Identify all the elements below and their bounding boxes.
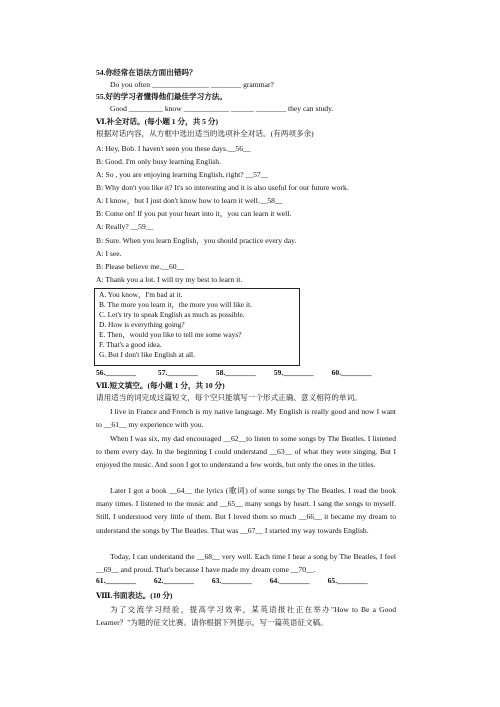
option-d: D. How is everything going?	[99, 320, 185, 329]
options-box	[94, 288, 300, 366]
section-8-title: Ⅷ.书面表达。(10 分)	[96, 591, 173, 600]
answer-blank[interactable]: 61.________	[96, 576, 136, 585]
option-f: F. That's a good idea.	[99, 340, 162, 349]
answer-row-56-60	[96, 368, 388, 377]
answer-blank[interactable]: 64.________	[269, 576, 310, 585]
passage-paragraph: Later I got a book __64__ the lyrics (歌词) of some songs by The Beatles. I read the book many times. I listened to the music and __65__ many songs by heart. I sang the songs to myself. Still, I understood very little of them. But I loved them so much __66__ it became my dream to understand the songs by The Beatles. That was __67__ I started my way towards English.	[96, 486, 396, 535]
dialogue-line: B: Come on! If you put your heart into it，you can learn it well.	[96, 209, 292, 218]
answer-blank[interactable]: 58.________	[215, 368, 256, 377]
dialogue-line: B: Sure. When you learn English，you should practice every day.	[96, 236, 297, 245]
option-c: C. Let's try to speak English as much as possible.	[99, 310, 245, 319]
q55-prompt: 55.好的学习者懂得他们最佳学习方法。	[96, 92, 227, 101]
dialogue-line: B: Good. I'm only busy learning English.	[96, 157, 221, 166]
answer-blank[interactable]: 56.________	[96, 368, 136, 377]
option-g: G. But I don't like English at all.	[99, 350, 195, 359]
answer-blank[interactable]: 60.________	[331, 368, 372, 377]
answer-blank[interactable]: 59.________	[273, 368, 314, 377]
section-6-title: Ⅵ.补全对话。(每小题 1 分，共 5 分)	[96, 117, 218, 126]
dialogue-line: B: Please believe me.__60__	[96, 262, 185, 271]
option-b: B. The more you learn it，the more you will like it.	[99, 300, 252, 309]
answer-blank[interactable]: 65.________	[327, 576, 368, 585]
passage-paragraph: When I was six, my dad encouraged __62__to listen to some songs by The Beatles. I listened to them every day. In the beginning I could understand __63__ of what they were singing. But I enjoyed the music. And soon I got to understand a few words, but only the ones in the titles.	[96, 434, 396, 470]
answer-blank[interactable]: 57.________	[157, 368, 198, 377]
dialogue-line: A: Hey, Bob. I haven't seen you these days.__56__	[96, 144, 251, 153]
section-6-instruction: 根据对话内容，从方框中选出适当的选项补全对话。(有两项多余)	[96, 129, 314, 138]
q54-line: Do you often _______________ ________ grammar?	[110, 80, 274, 89]
option-a: A. You know，I'm bad at it.	[99, 290, 183, 299]
q54-prompt: 54.你经常在语法方面出错吗？	[96, 68, 197, 77]
option-e: E. Then，would you like to tell me some ways?	[99, 330, 242, 339]
passage-paragraph: I live in France and French is my native language. My English is really good and now I want to __61__ my experience with you.	[96, 407, 396, 430]
dialogue-line: A: I see.	[96, 249, 122, 258]
dialogue-line: A: I know，but I just don't know how to learn it well.__58__	[96, 196, 283, 205]
section-7-title: Ⅶ.短文填空。(每小题 1 分，共 10 分)	[96, 381, 225, 390]
dialogue-line: A: Thank you a lot. I will try my best to learn it.	[96, 275, 243, 284]
dialogue-line: A: Really? __59__	[96, 222, 154, 231]
section-7-instruction: 请用适当的词完成这篇短文，每个空只能填写一个形式正确、意义相符的单词。	[96, 393, 362, 402]
answer-blank[interactable]: 63.________	[211, 576, 252, 585]
passage-paragraph: Today, I can understand the __68__ very well. Each time I hear a song by The Beatles, I feel __69__ and proud. That's because I have made my dream come __70__.	[96, 552, 396, 575]
answer-blank[interactable]: 62.________	[153, 576, 194, 585]
q55-line: Good _________ know ____________ ______ ________ they can study.	[110, 104, 334, 113]
dialogue-line: A: So , you are enjoying learning English, right? __57__	[96, 170, 269, 179]
answer-row-61-65	[96, 576, 384, 585]
section-8-prompt: 为了交流学习经验，提高学习效率，某英语报社正在举办"How to Be a Good Learner？"为题的征文比赛。请你根据下列提示，写一篇英语征文稿。	[96, 605, 396, 628]
dialogue-line: B: Why don't you like it? It's so interesting and it is also useful for our future work.	[96, 183, 349, 192]
